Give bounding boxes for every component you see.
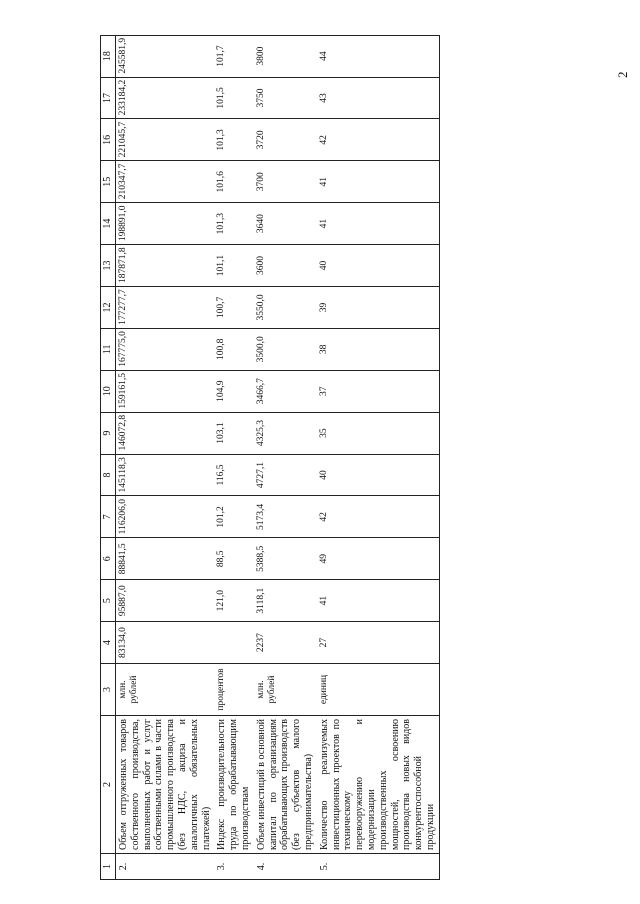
indicator-value: 2237 (254, 622, 317, 664)
indicator-value: 116,5 (214, 454, 253, 496)
indicator-value: 42 (317, 119, 439, 161)
indicator-value: 37 (317, 370, 439, 412)
indicator-value: 103,1 (214, 412, 253, 454)
indicator-value: 187871,8 (116, 245, 215, 287)
row-number: 2. (116, 854, 215, 880)
indicator-value: 146072,8 (116, 412, 215, 454)
indicator-value: 4727,1 (254, 454, 317, 496)
indicator-value: 104,9 (214, 370, 253, 412)
indicator-value: 95887,0 (116, 580, 215, 622)
indicator-value: 3800 (254, 35, 317, 77)
column-number-header-row (101, 35, 116, 879)
indicator-value: 210347,7 (116, 161, 215, 203)
table-row (317, 35, 439, 879)
indicator-value: 5173,4 (254, 496, 317, 538)
indicator-name: Объем инвестиций в основной капитал по организациям обрабатывающих производств (без субъектов малого предпринимательства) (254, 716, 317, 854)
indicator-name: Количество реализуемых инвестиционных проектов по техническому перевооружению и модернизации производственных мощностей, освоению производства новых видов конкурентоспособной продукции (317, 716, 439, 854)
indicator-value: 101,3 (214, 203, 253, 245)
column-number-header: 9 (101, 412, 116, 454)
indicator-value: 221045,7 (116, 119, 215, 161)
indicator-value: 88841,5 (116, 538, 215, 580)
column-number-header: 4 (101, 622, 116, 664)
indicator-value: 121,0 (214, 580, 253, 622)
column-number-header: 5 (101, 580, 116, 622)
indicator-value: 100,8 (214, 328, 253, 370)
indicator-value: 42 (317, 496, 439, 538)
indicator-value: 5388,5 (254, 538, 317, 580)
column-number-header: 8 (101, 454, 116, 496)
column-number-header: 11 (101, 328, 116, 370)
page-number: 2 (615, 71, 630, 78)
indicator-value: 116206,0 (116, 496, 215, 538)
indicator-value: 40 (317, 245, 439, 287)
indicator-value: 49 (317, 538, 439, 580)
indicator-value: 41 (317, 580, 439, 622)
indicator-value: 101,1 (214, 245, 253, 287)
indicator-value: 27 (317, 622, 439, 664)
indicator-value: 4325,3 (254, 412, 317, 454)
indicator-value: 41 (317, 161, 439, 203)
column-number-header: 18 (101, 35, 116, 77)
indicator-value: 3500,0 (254, 328, 317, 370)
indicator-value: 38 (317, 328, 439, 370)
indicators-table (100, 35, 440, 880)
indicator-name: Индекс производительности труда по обрабатывающим производствам (214, 716, 253, 854)
indicator-value: 3550,0 (254, 286, 317, 328)
indicator-value: 3640 (254, 203, 317, 245)
column-number-header: 17 (101, 77, 116, 119)
indicator-value: 3700 (254, 161, 317, 203)
row-number: 5. (317, 854, 439, 880)
table-row (254, 35, 317, 879)
rotated-table-container (100, 30, 620, 880)
indicator-value: 101,2 (214, 496, 253, 538)
indicator-value: 3720 (254, 119, 317, 161)
indicator-value: 101,5 (214, 77, 253, 119)
indicator-value: 198891,0 (116, 203, 215, 245)
indicator-value: 40 (317, 454, 439, 496)
column-number-header: 3 (101, 664, 116, 716)
indicator-value: 3466,7 (254, 370, 317, 412)
column-number-header: 15 (101, 161, 116, 203)
indicator-value: 83134,0 (116, 622, 215, 664)
indicator-value: 245581,9 (116, 35, 215, 77)
column-number-header: 1 (101, 854, 116, 880)
indicator-value: 101,3 (214, 119, 253, 161)
indicator-value: 88,5 (214, 538, 253, 580)
indicator-value: 3750 (254, 77, 317, 119)
indicator-value: 39 (317, 286, 439, 328)
indicator-value: 233184,2 (116, 77, 215, 119)
indicator-value: 167775,0 (116, 328, 215, 370)
indicator-value: 44 (317, 35, 439, 77)
column-number-header: 16 (101, 119, 116, 161)
table-row (116, 35, 215, 879)
indicator-value: 35 (317, 412, 439, 454)
column-number-header: 12 (101, 286, 116, 328)
column-number-header: 10 (101, 370, 116, 412)
column-number-header: 14 (101, 203, 116, 245)
unit-of-measure: процентов (214, 664, 253, 716)
indicator-value: 100,7 (214, 286, 253, 328)
column-number-header: 6 (101, 538, 116, 580)
table-body (116, 35, 440, 879)
indicator-value (214, 622, 253, 664)
unit-of-measure: единиц (317, 664, 439, 716)
column-number-header: 2 (101, 716, 116, 854)
indicator-value: 3600 (254, 245, 317, 287)
table-row (214, 35, 253, 879)
unit-of-measure: млн. рублей (254, 664, 317, 716)
column-number-header: 7 (101, 496, 116, 538)
unit-of-measure: млн. рублей (116, 664, 215, 716)
indicator-value: 101,7 (214, 35, 253, 77)
indicator-value: 177277,7 (116, 286, 215, 328)
row-number: 4. (254, 854, 317, 880)
column-number-header: 13 (101, 245, 116, 287)
indicator-value: 3118,1 (254, 580, 317, 622)
indicator-value: 159161,5 (116, 370, 215, 412)
indicator-value: 43 (317, 77, 439, 119)
indicator-name: Объем отгруженных товаров собственного производства, выполненных работ и услуг собственными силами в части промышленного производства (без НДС, акциза и аналогичных обязательных платежей) (116, 716, 215, 854)
indicator-value: 41 (317, 203, 439, 245)
row-number: 3. (214, 854, 253, 880)
indicator-value: 145118,3 (116, 454, 215, 496)
indicator-value: 101,6 (214, 161, 253, 203)
